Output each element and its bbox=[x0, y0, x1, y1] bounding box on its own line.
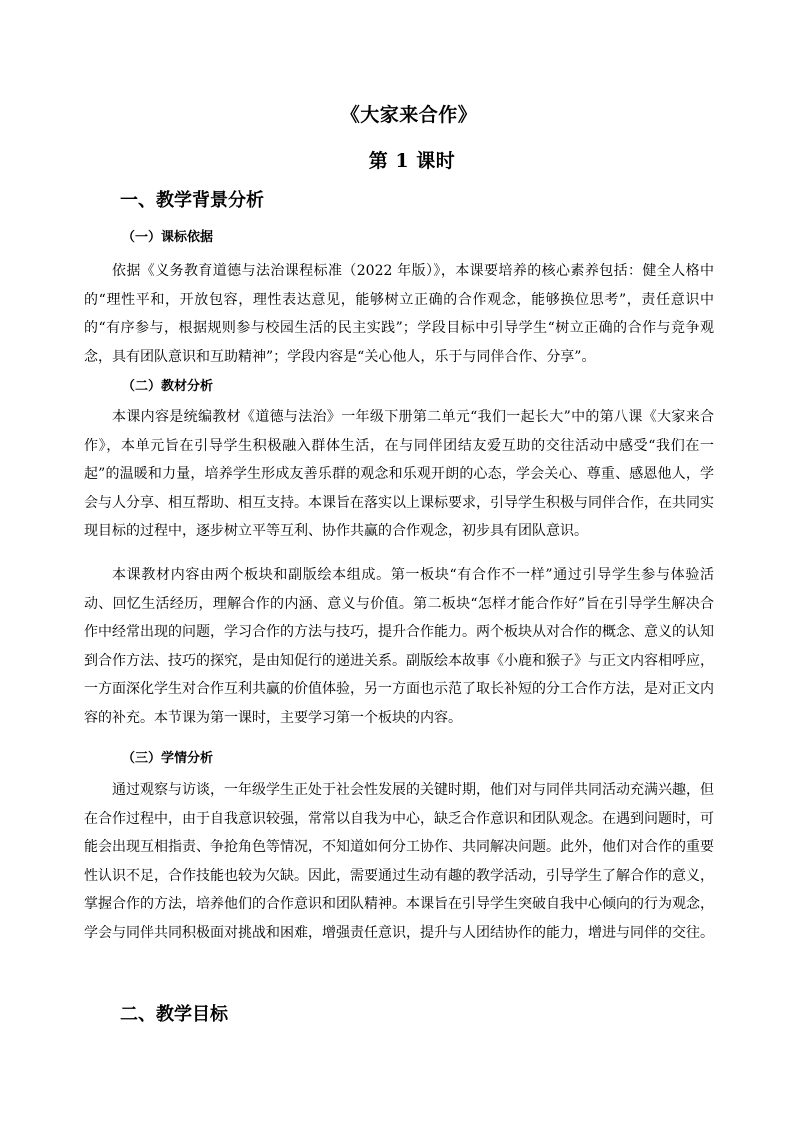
section-heading-background: 一、教学背景分析 bbox=[120, 190, 264, 211]
subsection-heading-textbook: （二）教材分析 bbox=[122, 379, 214, 394]
section-heading-objectives: 二、教学目标 bbox=[120, 1004, 228, 1025]
subsection-heading-learners: （三）学情分析 bbox=[122, 751, 214, 766]
lesson-subtitle: 第 1 课时 bbox=[368, 150, 456, 172]
subsection-heading-curriculum: （一）课标依据 bbox=[122, 230, 214, 245]
paragraph-textbook-1: 本课内容是统编教材《道德与法治》一年级下册第二单元“我们一起长大”中的第八课《大家来合作》，本单元旨在引导学生积极融入群体生活，在与同伴团结友爱互助的交往活动中感受“我们在一起”的温暖和力量，培养学生形成友善乐群的观念和乐观开朗的心态，学会关心、尊重、感恩他人，学会与人分享、相互帮助、相互支持。本课旨在落实以上课标要求，引导学生积极与同伴合作，在共同实现目标的过程中，逐步树立平等互利、协作共赢的合作观念，初步具有团队意识。 bbox=[84, 409, 714, 539]
paragraph-learners: 通过观察与访谈，一年级学生正处于社会性发展的关键时期，他们对与同伴共同活动充满兴趣，但在合作过程中，由于自我意识较强，常常以自我为中心，缺乏合作意识和团队观念。在遇到问题时，可能会出现互相指责、争抢角色等情况，不知道如何分工协作、共同解决问题。此外，他们对合作的重要性认识不足，合作技能也较为欠缺。因此，需要通过生动有趣的教学活动，引导学生了解合作的意义，掌握合作的方法，培养他们的合作意识和团队精神。本课旨在引导学生突破自我中心倾向的行为观念，学会与同伴共同积极面对挑战和困难，增强责任意识，提升与人团结协作的能力，增进与同伴的交往。 bbox=[84, 782, 714, 941]
paragraph-curriculum: 依据《义务教育道德与法治课程标准（2022 年版）》，本课要培养的核心素养包括：健全人格中的“理性平和，开放包容，理性表达意见，能够树立正确的合作观念，能够换位思考”，责任意识中的“有序参与，根据规则参与校园生活的民主实践”；学段目标中引导学生“树立正确的合作与竞争观念，具有团队意识和互助精神”；学段内容是“关心他人，乐于与同伴合作、分享”。 bbox=[84, 263, 714, 365]
document-title: 《大家来合作》 bbox=[340, 104, 478, 126]
paragraph-textbook-2: 本课教材内容由两个板块和副版绘本组成。第一板块“有合作不一样”通过引导学生参与体验活动、回忆生活经历，理解合作的内涵、意义与价值。第二板块“怎样才能合作好”旨在引导学生解决合作中经常出现的问题，学习合作的方法与技巧，提升合作能力。两个板块从对合作的概念、意义的认知到合作方法、技巧的探究，是由知促行的递进关系。副版绘本故事《小鹿和猴子》与正文内容相呼应，一方面深化学生对合作互利共赢的价值体验，另一方面也示范了取长补短的分工合作方法，是对正文内容的补充。本节课为第一课时，主要学习第一个板块的内容。 bbox=[84, 567, 714, 726]
